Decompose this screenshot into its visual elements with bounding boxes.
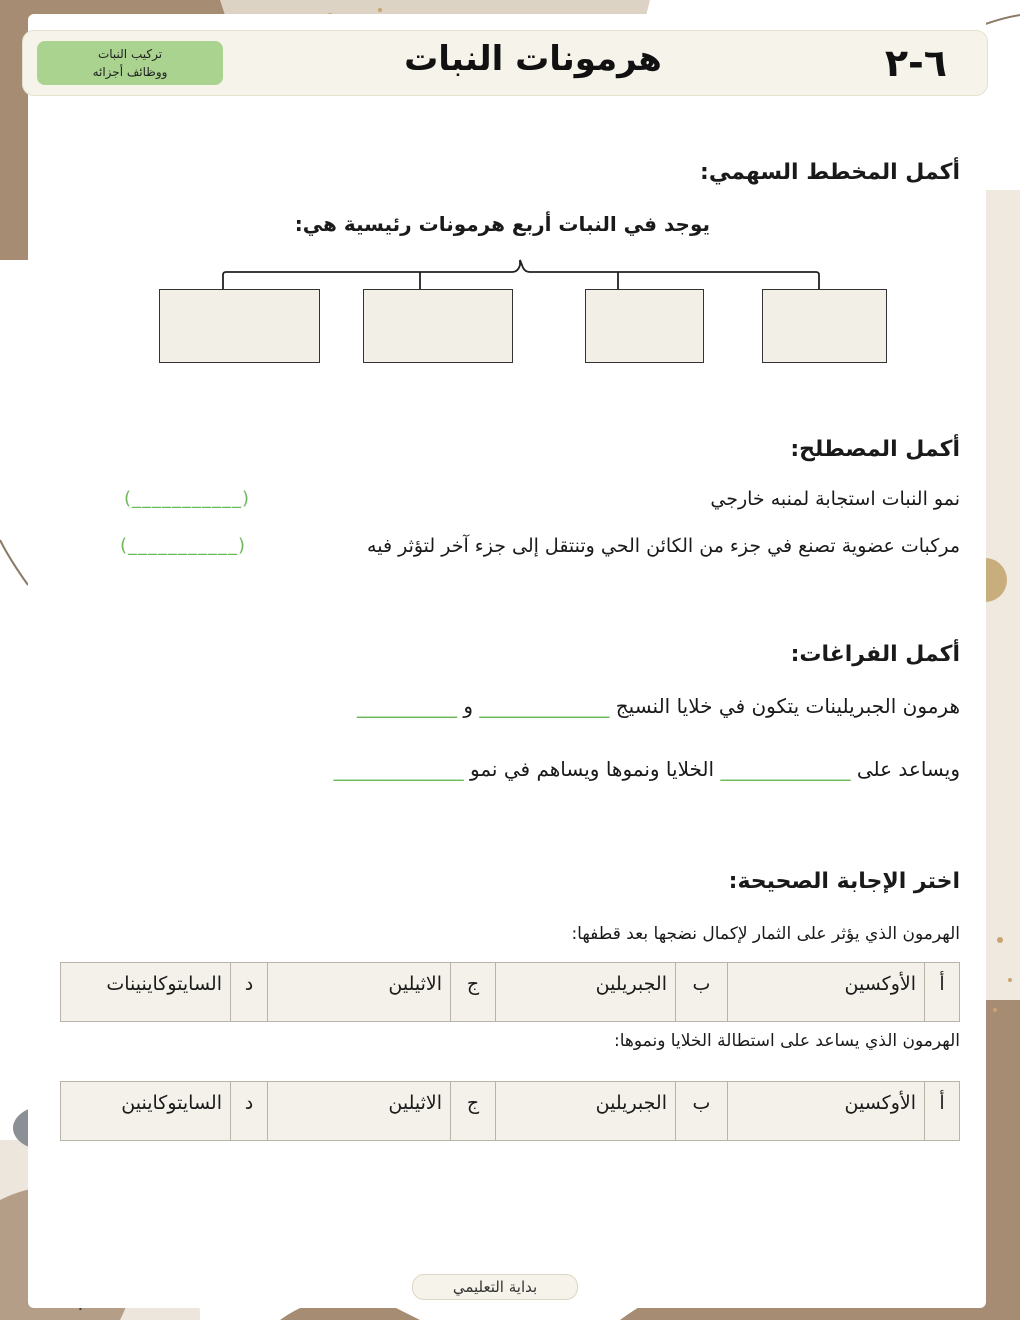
badge-line-1: تركيب النبات — [97, 47, 163, 61]
blanks-line-1-text-a: هرمون الجبريلينات يتكون في خلايا النسيج — [615, 694, 960, 718]
page-header — [22, 30, 988, 96]
badge-line-2: ووظائف أجزائه — [92, 65, 168, 79]
option-label[interactable]: الجبريلين — [496, 1082, 676, 1141]
unit-number: ٦-٢ — [884, 41, 947, 85]
mcq-options-1 — [60, 962, 960, 1022]
blank-1[interactable]: _____________ — [479, 694, 610, 718]
blanks-line-2 — [334, 757, 960, 781]
option-label[interactable]: السايتوكاينينات — [61, 963, 231, 1022]
hormone-box-1[interactable] — [762, 289, 887, 363]
blanks-line-2-text-b: الخلايا ونموها ويساهم في نمو — [470, 757, 715, 781]
term-question-1: نمو النبات استجابة لمنبه خارجي — [710, 488, 960, 510]
option-letter: ج — [451, 963, 496, 1022]
diagram-intro: يوجد في النبات أربع هرمونات رئيسية هي: — [294, 212, 710, 236]
option-letter: ب — [676, 1082, 728, 1141]
option-label[interactable]: الاثيلين — [268, 963, 451, 1022]
term-question-2: مركبات عضوية تصنع في جزء من الكائن الحي وتنتقل إلى جزء آخر لتؤثر فيه — [367, 535, 960, 557]
blank-3[interactable]: _____________ — [720, 757, 851, 781]
blank-2[interactable]: __________ — [357, 694, 457, 718]
mcq-question-1: الهرمون الذي يؤثر على الثمار لإكمال نضجها بعد قطفها: — [571, 924, 960, 944]
terms-heading: أكمل المصطلح: — [790, 437, 960, 462]
page-title: هرمونات النبات — [404, 39, 662, 79]
option-letter: أ — [925, 1082, 960, 1141]
mcq-heading: اختر الإجابة الصحيحة: — [728, 869, 960, 894]
hormone-box-2[interactable] — [585, 289, 704, 363]
chapter-badge — [37, 41, 223, 85]
option-label[interactable]: الاثيلين — [268, 1082, 451, 1141]
blanks-line-1-text-b: و — [463, 694, 474, 718]
diagram-heading: أكمل المخطط السهمي: — [700, 160, 960, 185]
blanks-heading: أكمل الفراغات: — [790, 642, 960, 667]
mcq-options-2 — [60, 1081, 960, 1141]
option-letter: ب — [676, 963, 728, 1022]
option-letter: أ — [925, 963, 960, 1022]
option-label[interactable]: السايتوكاينين — [61, 1082, 231, 1141]
option-letter: ج — [451, 1082, 496, 1141]
mcq-question-2: الهرمون الذي يساعد على استطالة الخلايا ونموها: — [613, 1031, 960, 1051]
term-answer-1-blank: (___________) — [124, 488, 251, 509]
blank-4[interactable]: _____________ — [333, 757, 464, 781]
option-letter: د — [231, 963, 268, 1022]
option-label[interactable]: الجبريلين — [496, 963, 676, 1022]
term-answer-1[interactable] — [124, 488, 250, 509]
term-answer-2[interactable] — [120, 535, 246, 556]
option-label[interactable]: الأوكسين — [728, 963, 925, 1022]
option-letter: د — [231, 1082, 268, 1141]
footer-brand: بداية التعليمي — [412, 1274, 578, 1300]
term-answer-2-blank: (___________) — [120, 535, 247, 556]
hormone-box-4[interactable] — [159, 289, 320, 363]
option-label[interactable]: الأوكسين — [728, 1082, 925, 1141]
blanks-line-2-text-a: ويساعد على — [856, 757, 960, 781]
hormone-box-3[interactable] — [363, 289, 513, 363]
blanks-line-1 — [357, 694, 960, 718]
